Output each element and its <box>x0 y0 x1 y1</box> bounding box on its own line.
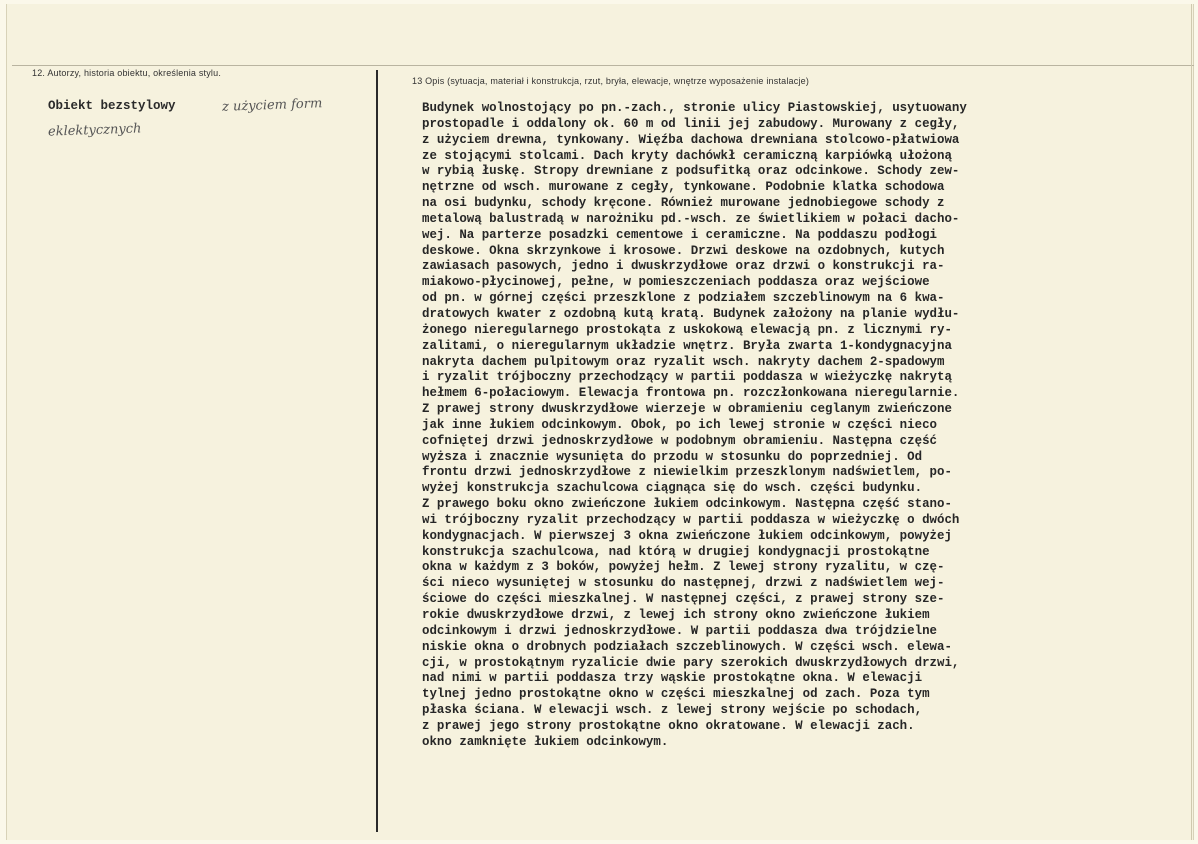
description-line: metalową balustradą w narożniku pd.-wsch. ze świetlikiem w połaci dacho- <box>422 211 960 226</box>
description-line: ści nieco wysuniętej w stosunku do następnej, drzwi z nadświetlem wej- <box>422 576 945 591</box>
description-line: żonego nieregularnego prostokąta z uskokową elewacją pn. z licznymi ry- <box>422 322 952 337</box>
description-line: wi trójboczny ryzalit przechodzący w partii poddasza w wieżyczkę o dwóch <box>422 512 960 527</box>
description-body <box>422 101 1162 751</box>
right-edge-rule <box>1191 4 1192 840</box>
description-line: niskie okna o drobnych podziałach szczeblinowych. W części wsch. elewa- <box>422 639 952 654</box>
description-line: zalitami, o nieregularnym układzie wnętrz. Bryła zwarta 1-kondygnacyjna <box>422 338 952 353</box>
description-line: prostopadle i oddalony ok. 60 m od linii jej zabudowy. Murowany z cegły, <box>422 116 960 131</box>
description-line: ściowe do części mieszkalnej. W następnej części, z prawej strony sze- <box>422 592 945 607</box>
style-handwritten-text-1: z użyciem form <box>221 96 323 115</box>
description-line: tylnej jedno prostokątne okno w części mieszkalnej od zach. Poza tym <box>422 687 930 702</box>
description-line: cofniętej drzwi jednoskrzydłowe w podobnym obramieniu. Następna część <box>422 433 937 448</box>
description-line: i ryzalit trójboczny przechodzący w partii poddasza w wieżyczkę nakrytą <box>422 370 952 385</box>
description-line: od pn. w górnej części przeszklone z podziałem szczeblinowym na 6 kwa- <box>422 291 945 306</box>
description-line: cji, w prostokątnym ryzalicie dwie pary szerokich dwuskrzydłowych drzwi, <box>422 655 960 670</box>
description-line: Budynek wolnostojący po pn.-zach., stronie ulicy Piastowskiej, usytuowany <box>422 101 967 115</box>
description-line: nakryta dachem pulpitowym oraz ryzalit wsch. nakryty dachem 2-spadowym <box>422 354 945 369</box>
style-handwritten-text-2: eklektycznych <box>47 121 142 140</box>
description-line: z prawej jego strony prostokątne okno okratowane. W elewacji zach. <box>422 718 915 733</box>
description-line: dratowych kwater z ozdobną kutą kratą. Budynek założony na planie wydłu- <box>422 306 960 321</box>
description-line: wej. Na parterze posadzki cementowe i ceramiczne. Na poddaszu podłogi <box>422 227 937 242</box>
description-line: wyższa i znacznie wysunięta do przodu w stosunku do poprzedniej. Od <box>422 449 923 464</box>
column-divider <box>376 70 378 832</box>
style-typed-text: Obiekt bezstylowy <box>48 99 176 113</box>
description-line: wyżej konstrukcja szachulcowa ciągnąca się do wsch. części budynku. <box>422 481 923 496</box>
description-line: jak inne łukiem odcinkowym. Obok, po ich lewej stronie w części nieco <box>422 417 937 432</box>
description-line: okno zamknięte łukiem odcinkowym. <box>422 734 669 749</box>
description-line: deskowe. Okna skrzynkowe i krosowe. Drzwi deskowe na ozdobnych, kutych <box>422 243 945 258</box>
description-line: odcinkowym i drzwi jednoskrzydłowe. W partii poddasza dwa trójdzielne <box>422 623 937 638</box>
description-line: płaska ściana. W elewacji wsch. z lewej strony wejście po schodach, <box>422 703 923 718</box>
top-rule <box>12 65 1194 66</box>
description-line: hełmem 6-połaciowym. Elewacja frontowa pn. rozczłonkowana nieregularnie. <box>422 386 960 401</box>
description-line: w rybią łuskę. Stropy drewniane z podsufitką oraz odcinkowe. Schody zew- <box>422 164 960 179</box>
section-12-heading: 12. Autorzy, historia obiektu, określenia stylu. <box>32 68 222 78</box>
description-line: ze stojącymi stolcami. Dach kryty dachówkł ceramiczną karpiówką ułożoną <box>422 148 952 163</box>
description-line: zawiasach pasowych, jedno i dwuskrzydłowe oraz drzwi o konstrukcji ra- <box>422 259 945 274</box>
description-line: nad nimi w partii poddasza trzy wąskie prostokątne okna. W elewacji <box>422 671 923 686</box>
description-line: na osi budynku, schody kręcone. Również murowane jednobiegowe schody z <box>422 196 945 211</box>
description-line: frontu drzwi jednoskrzydłowe z niewielkim przeszklonym nadświetlem, po- <box>422 465 952 480</box>
section-13-heading: 13 Opis (sytuacja, materiał i konstrukcja, rzut, bryła, elewacje, wnętrze wyposażenie instalacje) <box>412 76 810 86</box>
description-line: nętrzne od wsch. murowane z cegły, tynkowane. Podobnie klatka schodowa <box>422 180 945 195</box>
description-line: miakowo-płycinowej, pełne, w pomieszczeniach poddasza oraz wejściowe <box>422 275 930 290</box>
description-line: konstrukcja szachulcowa, nad którą w drugiej kondygnacji prostokątne <box>422 544 930 559</box>
description-line: rokie dwuskrzydłowe drzwi, z lewej ich strony okno zwieńczone łukiem <box>422 608 930 622</box>
description-line: kondygnacjach. W pierwszej 3 okna zwieńczone łukiem odcinkowym, powyżej <box>422 528 952 543</box>
description-line: Z prawej strony dwuskrzydłowe wierzeje w obramieniu ceglanym zwieńczone <box>422 402 952 417</box>
description-line: Z prawego boku okno zwieńczone łukiem odcinkowym. Następna część stano- <box>422 497 952 512</box>
description-line: okna w każdym z 3 boków, powyżej hełm. Z lewej strony ryzalitu, w czę- <box>422 560 945 575</box>
description-line: z użyciem drewna, tynkowany. Więźba dachowa drewniana stolcowo-płatwiowa <box>422 132 960 147</box>
